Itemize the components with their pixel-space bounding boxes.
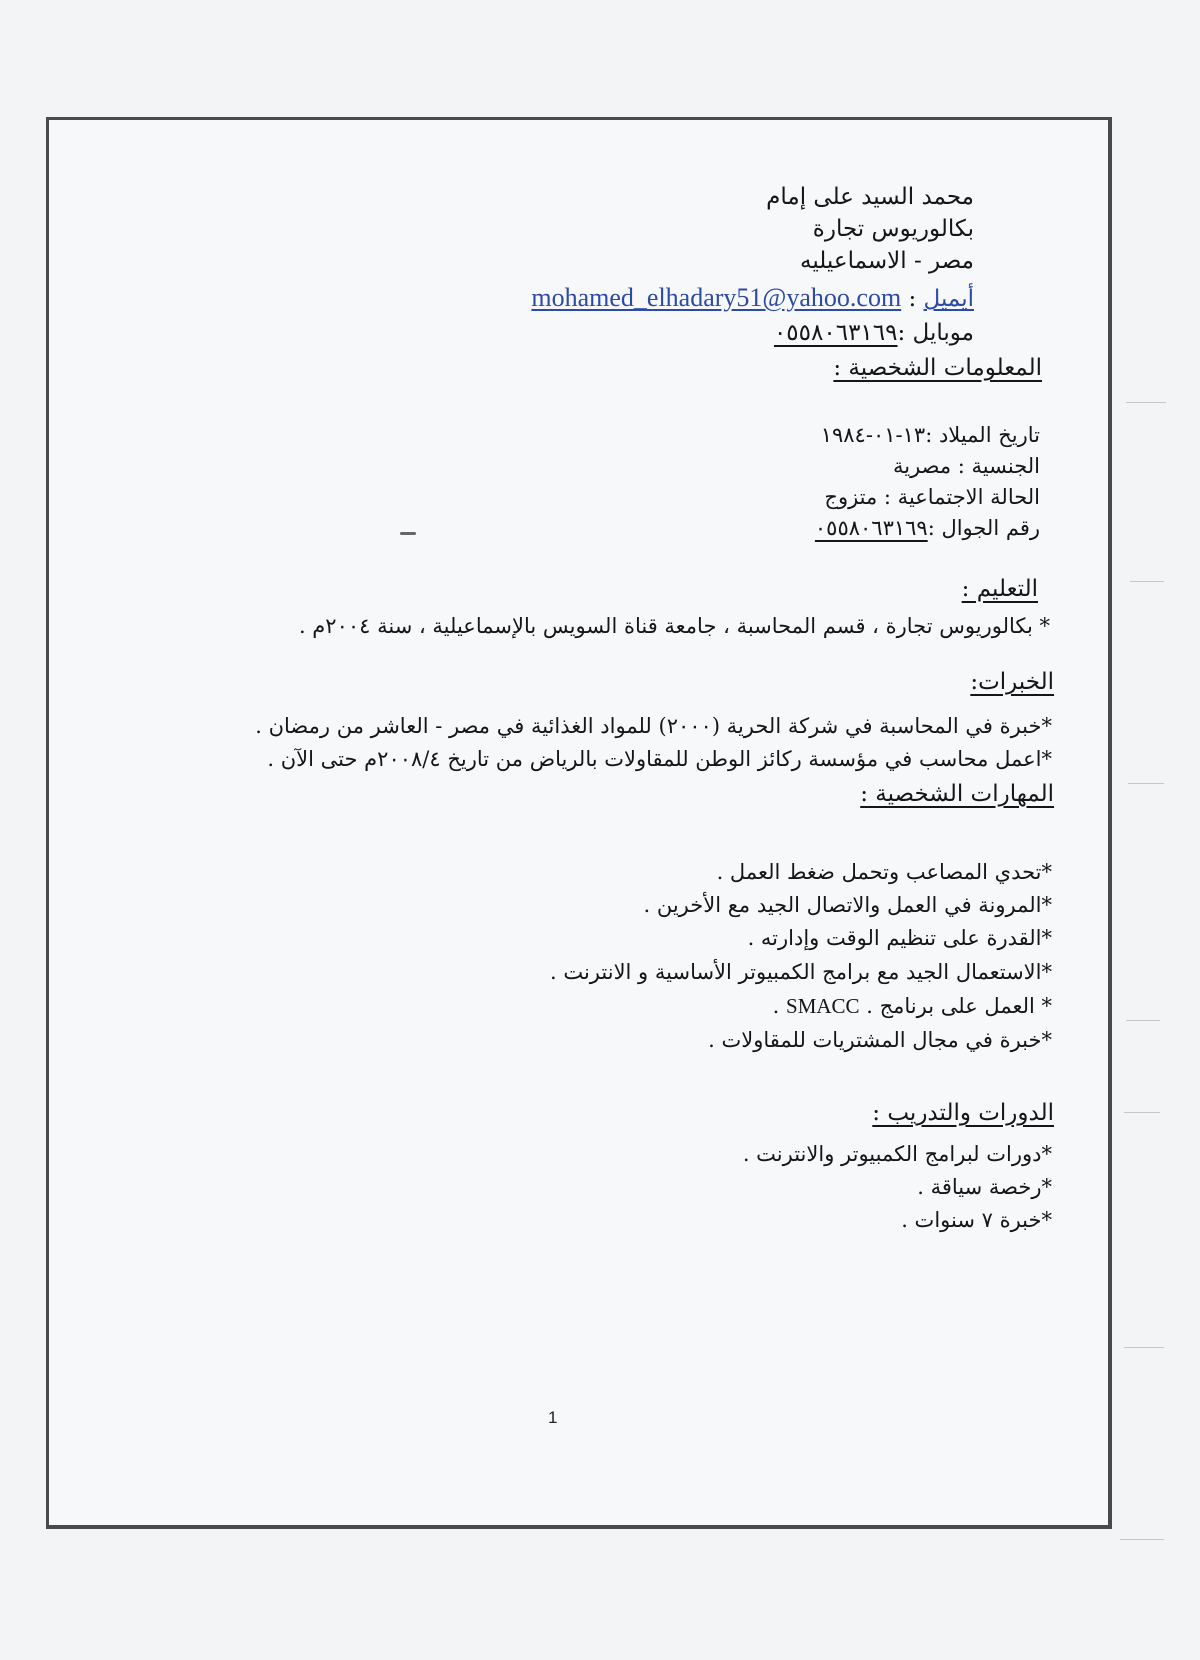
scan-artifact	[1128, 783, 1164, 784]
skill-item: *الاستعمال الجيد مع برامج الكمبيوتر الأساسية و الانترنت .	[549, 960, 1052, 984]
experience-item: *خبرة في المحاسبة في شركة الحرية (٢٠٠٠) للمواد الغذائية في مصر - العاشر من رمضان .	[255, 714, 1052, 738]
course-item: *خبرة ٧ سنوات .	[901, 1208, 1052, 1232]
applicant-location: مصر - الاسماعيليه	[800, 248, 974, 274]
skill-item: *القدرة على تنظيم الوقت وإدارته .	[747, 926, 1052, 950]
smacc-prefix: * العمل على برنامج .	[866, 994, 1052, 1018]
skill-item: *خبرة في مجال المشتريات للمقاولات .	[708, 1028, 1052, 1052]
experience-item: *اعمل محاسب في مؤسسة ركائز الوطن للمقاولات بالرياض من تاريخ ٢٠٠٨/٤م حتى الآن .	[267, 747, 1052, 771]
scan-artifact	[1130, 581, 1164, 582]
scan-artifact	[1120, 1539, 1164, 1540]
mobile-line	[774, 319, 974, 347]
email-line: أيميل : mohamed_elhadary51@yahoo.com	[531, 283, 974, 312]
education-item: * بكالوريوس تجارة ، قسم المحاسبة ، جامعة قناة السويس بالإسماعيلية ، سنة ٢٠٠٤م .	[298, 614, 1050, 638]
experience-heading: الخبرات:	[970, 669, 1054, 695]
marital-status: الحالة الاجتماعية : متزوج	[824, 485, 1040, 509]
phone-line	[815, 514, 1040, 542]
course-item: *دورات لبرامج الكمبيوتر والانترنت .	[742, 1142, 1052, 1166]
email-label: أيميل	[923, 286, 974, 312]
smacc-suffix: .	[772, 994, 780, 1018]
applicant-degree: بكالوريوس تجارة	[812, 216, 974, 242]
skills-heading: المهارات الشخصية :	[860, 781, 1054, 807]
phone-number: ٠٥٥٨٠٦٣١٦٩	[814, 516, 928, 540]
personal-info-heading: المعلومات الشخصية :	[833, 355, 1042, 381]
email-link[interactable]: mohamed_elhadary51@yahoo.com	[531, 283, 902, 312]
course-item: *رخصة سياقة .	[917, 1175, 1052, 1199]
scan-artifact	[1126, 1020, 1160, 1021]
skill-item-smacc	[773, 992, 1052, 1020]
skill-item: *المرونة في العمل والاتصال الجيد مع الأخرين .	[643, 893, 1052, 917]
scan-artifact	[1124, 1347, 1164, 1348]
courses-heading: الدورات والتدريب :	[872, 1100, 1054, 1126]
mobile-label: موبايل :	[897, 320, 974, 346]
page-number: 1	[548, 1408, 558, 1427]
smacc-name: SMACC	[786, 994, 860, 1018]
phone-label: رقم الجوال :	[927, 516, 1040, 540]
scan-artifact	[1124, 1112, 1160, 1113]
birth-date: تاريخ الميلاد :١٣-٠١-١٩٨٤	[820, 423, 1040, 447]
education-heading: التعليم :	[961, 576, 1038, 602]
skill-item: *تحدي المصاعب وتحمل ضغط العمل .	[716, 860, 1052, 884]
nationality: الجنسية : مصرية	[892, 454, 1040, 478]
applicant-name: محمد السيد على إمام	[766, 184, 974, 210]
scan-smudge	[400, 532, 416, 535]
mobile-number: ٠٥٥٨٠٦٣١٦٩	[773, 320, 898, 346]
scan-artifact	[1126, 402, 1166, 403]
